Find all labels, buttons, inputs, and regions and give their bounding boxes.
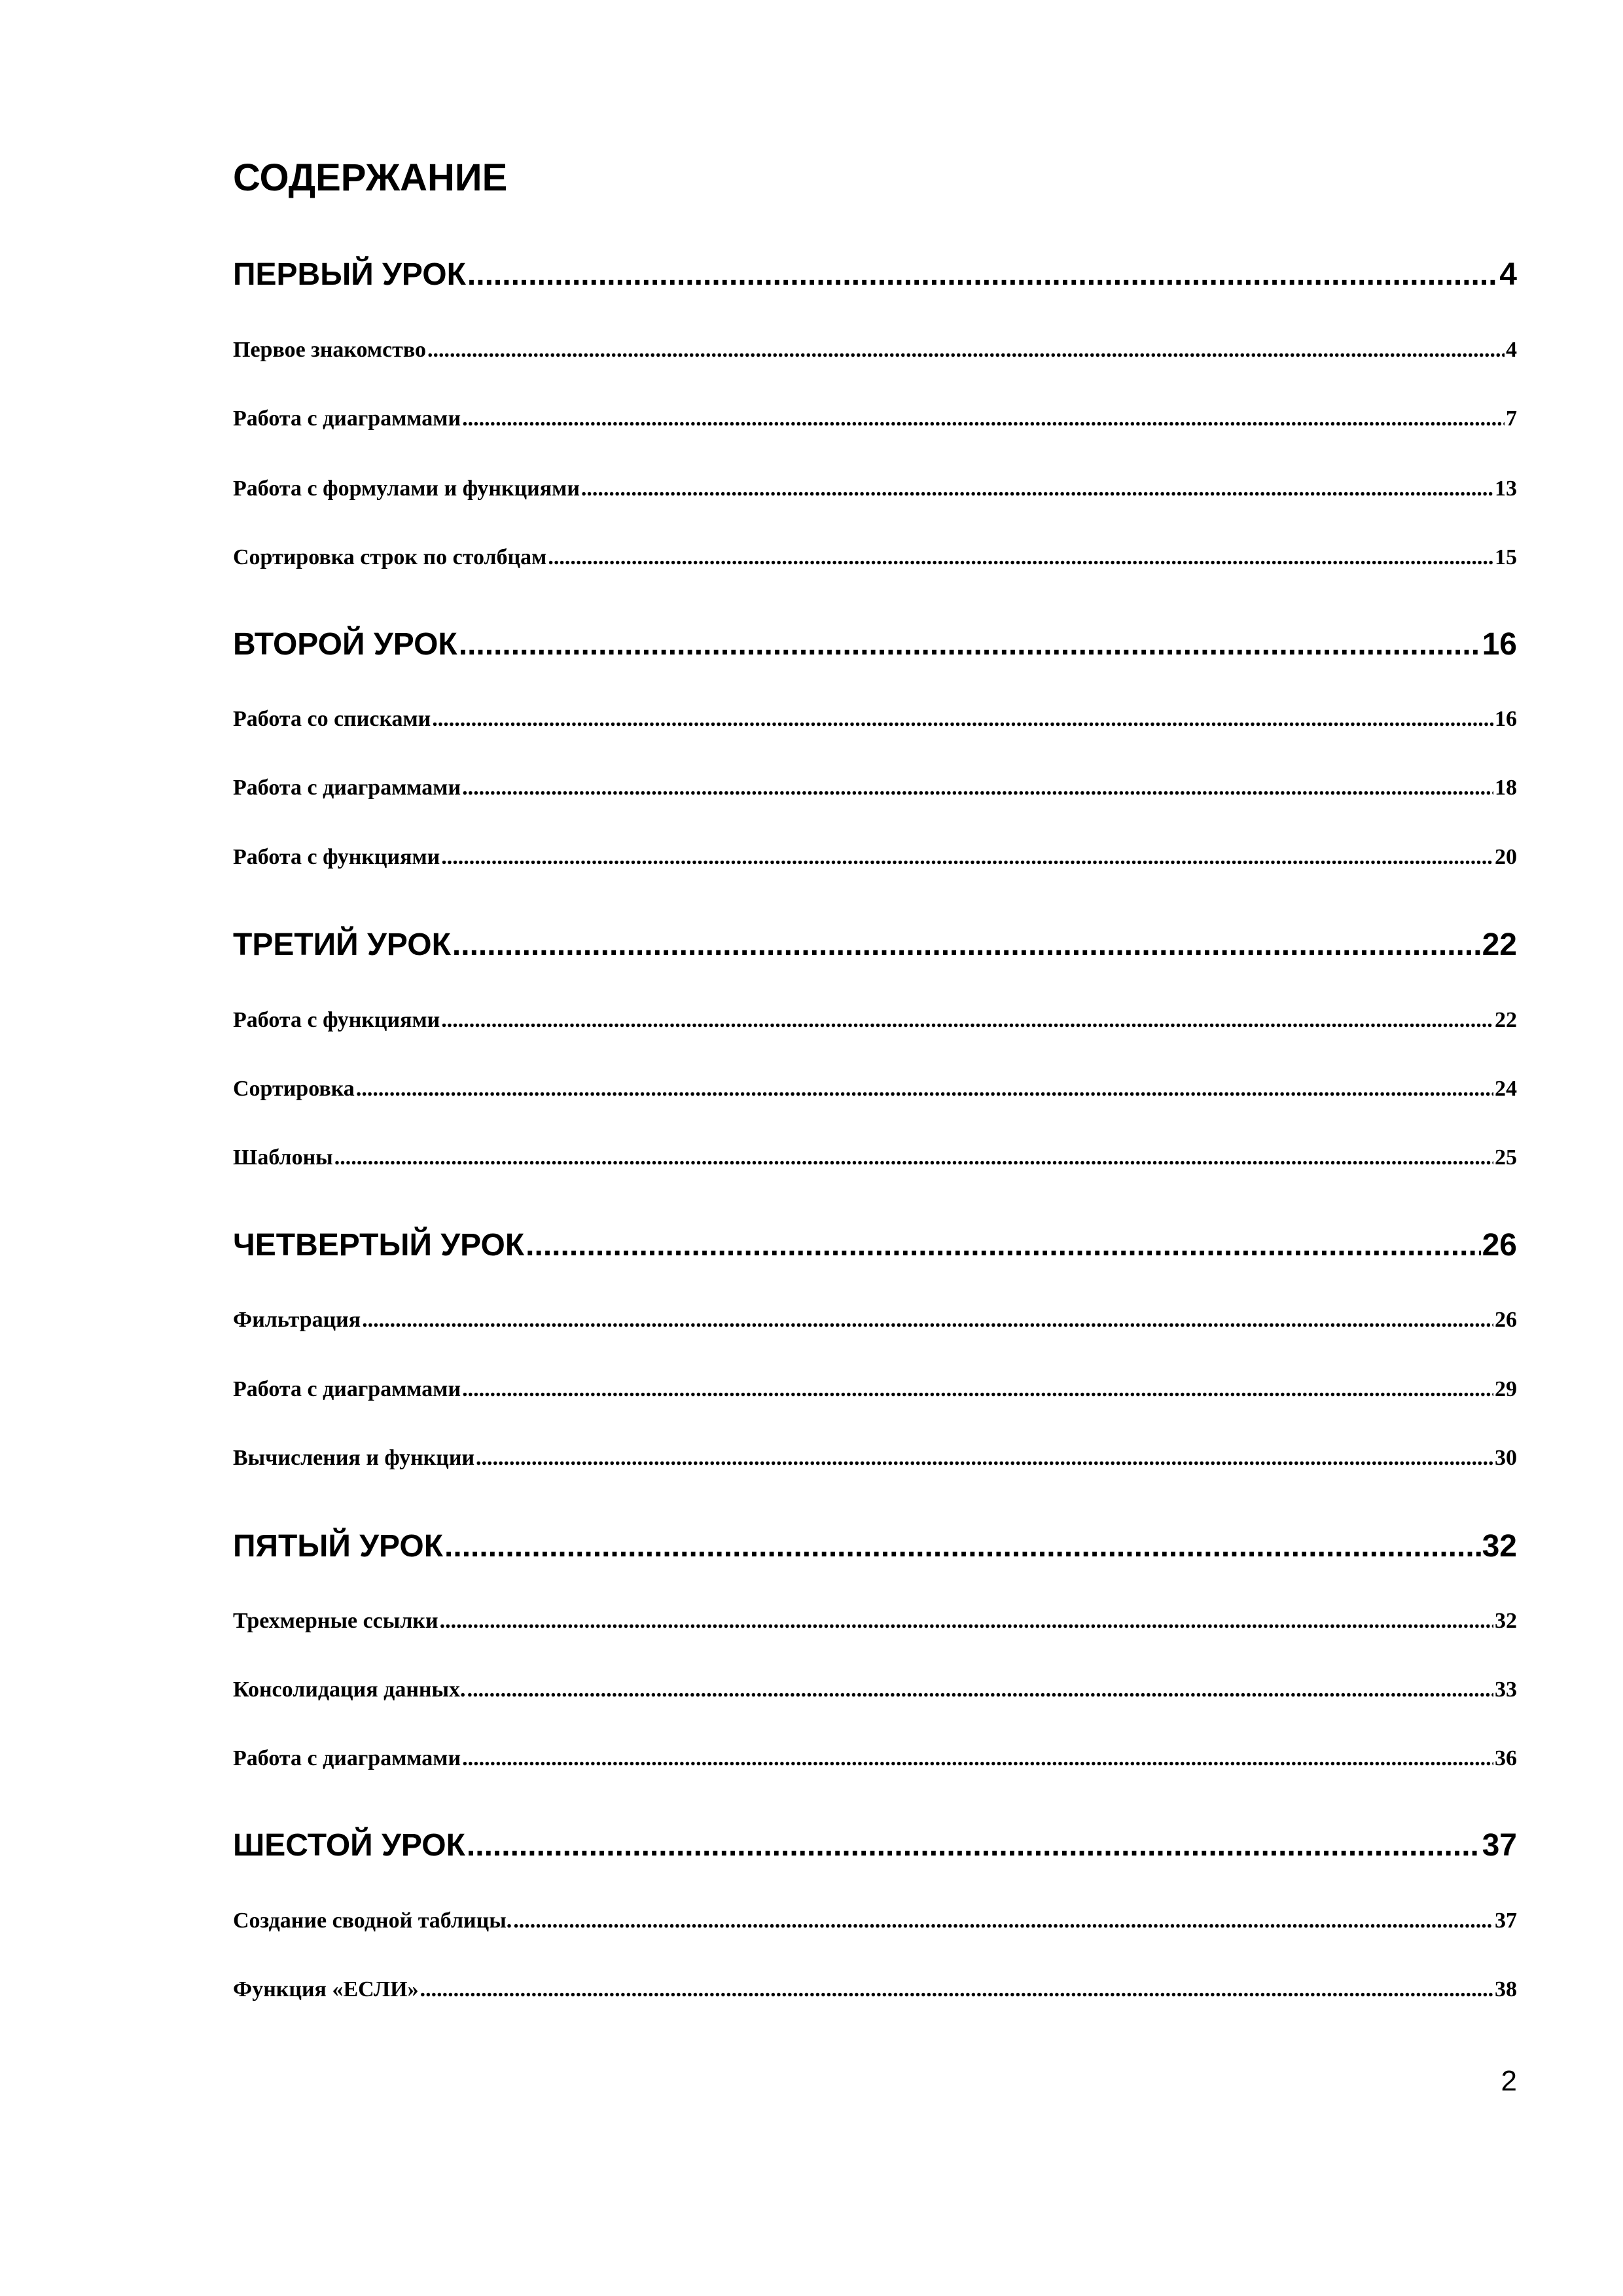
dot-leader <box>334 1142 1493 1174</box>
toc-section-row[interactable] <box>233 1526 1517 1568</box>
dot-leader <box>548 542 1493 573</box>
dot-leader <box>462 1374 1493 1405</box>
toc-section-row[interactable] <box>233 1825 1517 1867</box>
toc-item-title: Шаблоны <box>233 1145 333 1170</box>
toc-item-page: 20 <box>1495 845 1517 869</box>
toc-item-page: 18 <box>1495 776 1517 800</box>
toc-section-page: 32 <box>1482 1529 1517 1564</box>
toc-section-title: ВТОРОЙ УРОК <box>233 627 457 662</box>
dot-leader <box>513 1905 1493 1937</box>
toc-item-row[interactable] <box>233 1905 1517 1937</box>
toc-item-title: Работа со списками <box>233 707 431 731</box>
dot-leader <box>462 772 1493 804</box>
toc-item-title: Сортировка <box>233 1077 355 1101</box>
page-title: СОДЕРЖАНИЕ <box>233 156 508 199</box>
toc-section-page: 4 <box>1499 257 1517 292</box>
dot-leader <box>452 924 1481 966</box>
toc-item-row[interactable] <box>233 1605 1517 1637</box>
toc-section-row[interactable] <box>233 624 1517 666</box>
toc-item-page: 15 <box>1495 545 1517 569</box>
toc-item-page: 26 <box>1495 1308 1517 1332</box>
toc-item-row[interactable] <box>233 1743 1517 1774</box>
toc-item-title: Консолидация данных. <box>233 1677 466 1702</box>
toc-item-title: Работа с функциями <box>233 845 440 869</box>
toc-section-page: 16 <box>1482 627 1517 662</box>
dot-leader <box>444 1526 1481 1568</box>
toc-section-row[interactable] <box>233 924 1517 966</box>
dot-leader <box>440 1605 1493 1637</box>
toc-item-row[interactable] <box>233 473 1517 505</box>
toc-item-page: 36 <box>1495 1746 1517 1770</box>
toc-item-title: Функция «ЕСЛИ» <box>233 1977 419 2001</box>
toc-item-row[interactable] <box>233 1374 1517 1405</box>
toc-item-row[interactable] <box>233 542 1517 573</box>
dot-leader <box>427 334 1505 366</box>
toc-item-row[interactable] <box>233 1674 1517 1706</box>
toc-item-row[interactable] <box>233 704 1517 735</box>
toc-item-title: Вычисления и функции <box>233 1446 475 1470</box>
toc-item-row[interactable] <box>233 334 1517 366</box>
toc-section-row[interactable] <box>233 1225 1517 1266</box>
toc-section-title: ПЯТЫЙ УРОК <box>233 1529 444 1564</box>
toc-item-row[interactable] <box>233 1443 1517 1474</box>
dot-leader <box>581 473 1493 505</box>
toc-section-title: ТРЕТИЙ УРОК <box>233 927 451 962</box>
toc-item-row[interactable] <box>233 1974 1517 2005</box>
toc-item-page: 13 <box>1495 476 1517 501</box>
toc-item-page: 25 <box>1495 1145 1517 1170</box>
dot-leader <box>462 403 1505 435</box>
dot-leader <box>420 1974 1493 2005</box>
toc-section-title: ПЕРВЫЙ УРОК <box>233 257 466 292</box>
toc-item-title: Работа с формулами и функциями <box>233 476 580 501</box>
dot-leader <box>362 1304 1493 1336</box>
toc-item-title: Создание сводной таблицы. <box>233 1909 512 1933</box>
toc-item-page: 33 <box>1495 1677 1517 1702</box>
toc-item-page: 30 <box>1495 1446 1517 1470</box>
toc-item-row[interactable] <box>233 1142 1517 1174</box>
toc-item-page: 24 <box>1495 1077 1517 1101</box>
toc-item-row[interactable] <box>233 842 1517 873</box>
toc-item-title: Первое знакомство <box>233 338 426 362</box>
toc-item-page: 29 <box>1495 1377 1517 1401</box>
toc-section-row[interactable] <box>233 254 1517 296</box>
dot-leader <box>441 1005 1493 1036</box>
toc-item-title: Работа с диаграммами <box>233 776 461 800</box>
dot-leader <box>462 1743 1493 1774</box>
dot-leader <box>476 1443 1493 1474</box>
toc-item-page: 37 <box>1495 1909 1517 1933</box>
toc-item-title: Фильтрация <box>233 1308 361 1332</box>
toc-item-page: 16 <box>1495 707 1517 731</box>
toc-section-title: ЧЕТВЕРТЫЙ УРОК <box>233 1228 525 1263</box>
toc-item-title: Работа с диаграммами <box>233 406 461 431</box>
toc-item-title: Работа с диаграммами <box>233 1377 461 1401</box>
toc-item-page: 7 <box>1506 406 1517 431</box>
toc-section-title: ШЕСТОЙ УРОК <box>233 1828 465 1863</box>
dot-leader <box>459 624 1481 666</box>
dot-leader <box>467 1825 1481 1867</box>
dot-leader <box>526 1225 1480 1266</box>
dot-leader <box>356 1073 1493 1105</box>
toc-item-page: 22 <box>1495 1008 1517 1032</box>
toc-item-title: Трехмерные ссылки <box>233 1609 438 1633</box>
toc-item-row[interactable] <box>233 403 1517 435</box>
dot-leader <box>467 1674 1493 1706</box>
toc-item-title: Сортировка строк по столбцам <box>233 545 547 569</box>
toc-item-page: 32 <box>1495 1609 1517 1633</box>
toc-item-row[interactable] <box>233 1005 1517 1036</box>
toc-item-row[interactable] <box>233 1304 1517 1336</box>
dot-leader <box>441 842 1493 873</box>
toc-section-page: 22 <box>1482 927 1517 962</box>
dot-leader <box>432 704 1493 735</box>
dot-leader <box>467 254 1498 296</box>
page-number: 2 <box>1501 2065 1517 2097</box>
toc-item-title: Работа с функциями <box>233 1008 440 1032</box>
toc-item-title: Работа с диаграммами <box>233 1746 461 1770</box>
toc-section-page: 37 <box>1482 1828 1517 1863</box>
toc-item-page: 4 <box>1506 338 1517 362</box>
toc-item-row[interactable] <box>233 1073 1517 1105</box>
toc-section-page: 26 <box>1482 1228 1517 1263</box>
toc-item-row[interactable] <box>233 772 1517 804</box>
toc-item-page: 38 <box>1495 1977 1517 2001</box>
